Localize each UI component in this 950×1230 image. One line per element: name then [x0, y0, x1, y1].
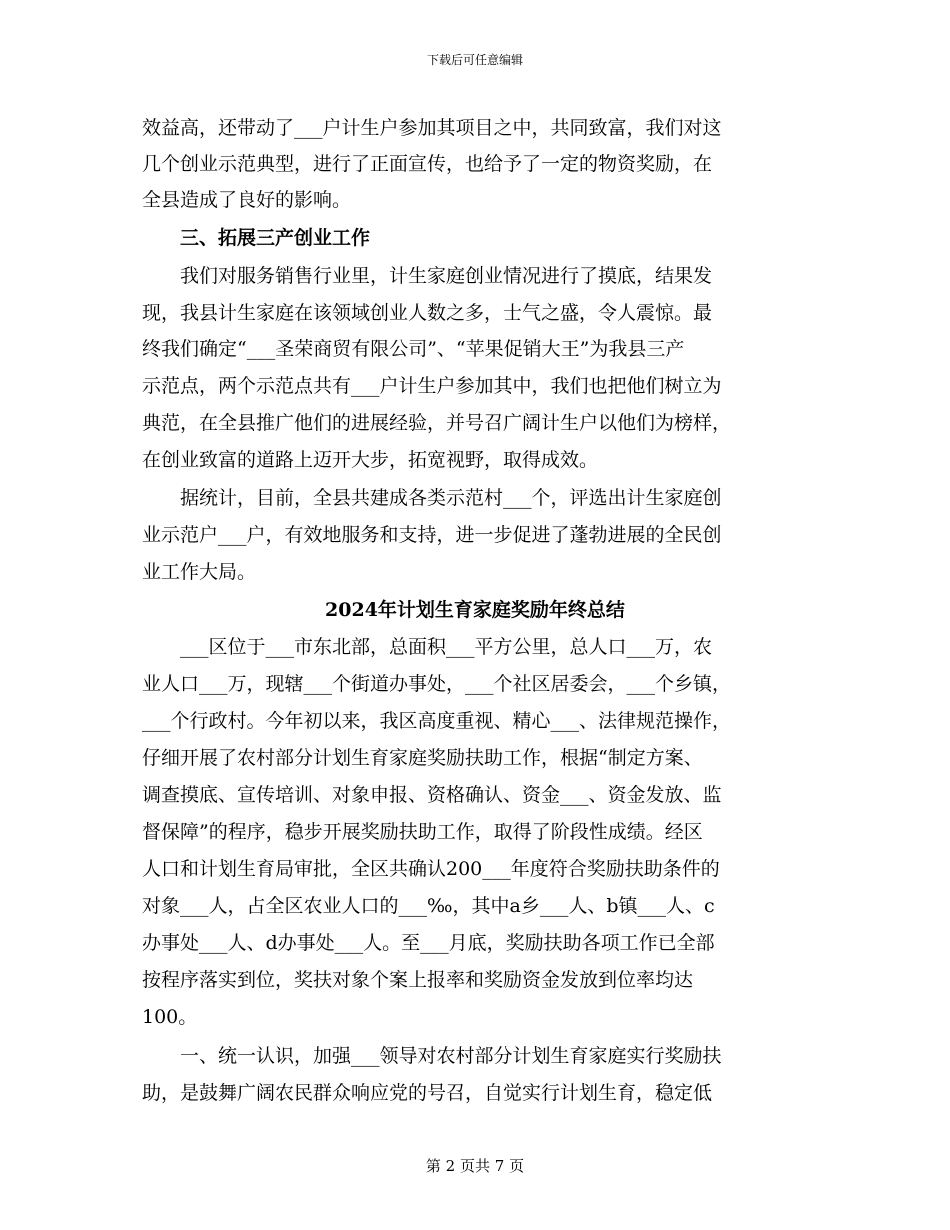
text-line: 据统计，目前，全县共建成各类示范村___个，评选出计生家庭创	[180, 487, 722, 509]
text-line: 业工作大局。	[142, 561, 257, 583]
text-line: 示范点，两个示范点共有___户计生户参加其中，我们也把他们树立为	[142, 375, 722, 397]
section-heading: 三、拓展三产创业工作	[180, 227, 371, 249]
text-line: 仔细开展了农村部分计划生育家庭奖励扶助工作，根据“制定方案、	[142, 747, 703, 769]
text-line: 100。	[142, 1006, 198, 1028]
text-line: 人口和计划生育局审批，全区共确认200___年度符合奖励扶助条件的	[142, 858, 720, 880]
text-line: 业人口___万，现辖___个街道办事处，___个社区居委会，___个乡镇，	[142, 673, 732, 695]
text-line: 效益高，还带动了___户计生户参加其项目之中，共同致富，我们对这	[142, 117, 722, 139]
page-header: 下载后可任意编辑	[426, 53, 523, 67]
text-line: 在创业致富的道路上迈开大步，拓宽视野，取得成效。	[142, 449, 599, 471]
document-title: 2024年计划生育家庭奖励年终总结	[325, 599, 625, 621]
page-number: 第 2 页共 7 页	[425, 1157, 525, 1175]
text-line: 业示范户___户，有效地服务和支持，进一步促进了蓬勃进展的全民创	[142, 524, 722, 546]
text-line: 几个创业示范典型，进行了正面宣传，也给予了一定的物资奖励，在	[142, 153, 713, 175]
text-line: 我们对服务销售行业里，计生家庭创业情况进行了摸底，结果发	[180, 265, 713, 287]
text-line: 对象___人，占全区农业人口的___‰，其中a乡___人、b镇___人、c	[142, 895, 715, 917]
text-line: 终我们确定“___圣荣商贸有限公司”、“苹果促销大王”为我县三产	[142, 338, 685, 360]
text-line: 一、统一认识，加强___领导对农村部分计划生育家庭实行奖励扶	[180, 1045, 722, 1067]
text-line: 按程序落实到位，奖扶对象个案上报率和奖励资金发放到位率均达	[142, 969, 694, 991]
text-line: 调查摸底、宣传培训、对象申报、资格确认、资金___、资金发放、监	[142, 784, 722, 806]
text-line: 典范，在全县推广他们的进展经验，并号召广阔计生户以他们为榜样，	[142, 412, 732, 434]
text-line: 办事处___人、d办事处___人。至___月底，奖励扶助各项工作已全部	[142, 932, 715, 954]
text-line: 全县造成了良好的影响。	[142, 189, 352, 211]
text-line: 助，是鼓舞广阔农民群众响应党的号召，自觉实行计划生育，稳定低	[142, 1082, 713, 1104]
text-line: 督保障”的程序，稳步开展奖励扶助工作，取得了阶段性成绩。经区	[142, 821, 703, 843]
text-line: 现，我县计生家庭在该领域创业人数之多，士气之盛，令人震惊。最	[142, 302, 713, 324]
text-line: ___个行政村。今年初以来，我区高度重视、精心___、法律规范操作，	[142, 710, 732, 732]
text-line: ___区位于___市东北部，总面积___平方公里，总人口___万，农	[180, 636, 713, 658]
